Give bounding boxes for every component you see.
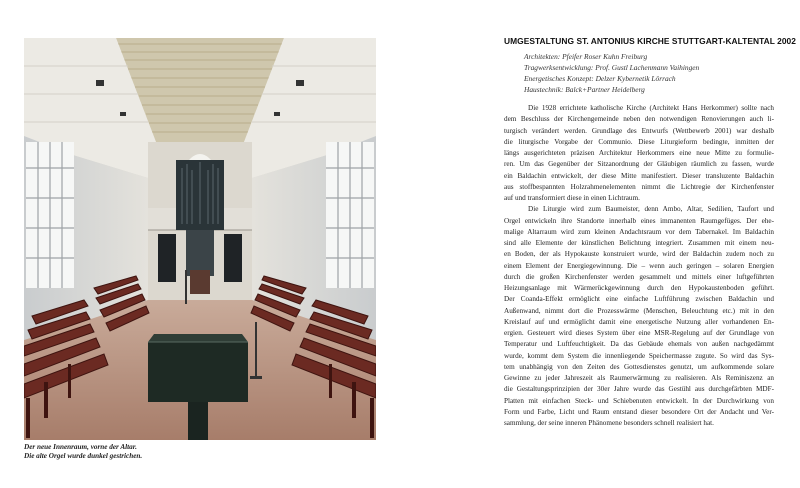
text-line: wurde, kommt dem System die innenliegende Speichermasse zugute. So wird das Sys-: [504, 351, 774, 360]
paragraph-1: [504, 103, 774, 204]
text-line: aus stoffbespannten Holzrahmenelementen nimmt die Lichtregie der Kirchenfenster: [504, 182, 774, 191]
text-line: längs ausgerichteten präzisen Architektur Herkommers eine neue Mitte zu formulie-: [504, 149, 774, 157]
caption-line: Die alte Orgel wurde dunkel gestrichen.: [24, 452, 143, 460]
text-line: malige Altarraum wird zum kleinen Andachtsraum vor dem Tabernakel. Im Baldachin: [504, 227, 774, 236]
text-line: tem unabhängig von den Zeiten des Gottesdienstes genutzt, um aufkommende solare: [504, 362, 774, 371]
credits: [524, 51, 774, 95]
text-line: Temperatur und Luftfeuchtigkeit. Da das Gebäude ehemals von außen nachgedämmt: [504, 340, 774, 349]
text-line: Heizungsanlage mit Wärmerückgewinnung durch den Hypokaustenboden geführt.: [504, 284, 774, 292]
church-interior-illustration: [24, 38, 376, 440]
text-line: ein Baldachin entwickelt, der diese Mitte manifestiert. Dieser transluzente Baldachin: [504, 171, 774, 180]
text-line: Der Coanda-Effekt ermöglicht eine einfache Luftführung zwischen Baldachin und: [504, 295, 774, 304]
right-windows: [326, 142, 374, 288]
text-line: Gewinne zu jeder Jahreszeit als Raumerwärmung zu realisieren. Als Reminiszenz an: [504, 374, 774, 382]
text-line: dem Beschluss der Kirchengemeinde neben den notwendigen Renovierungen auch li-: [504, 115, 774, 124]
text-line: Kreislauf auf und ermöglicht damit eine energetische Nutzung aller vorhandenen En-: [504, 317, 774, 326]
text-line: ergien. Gesteuert wird dieses System über eine MSR-Regelung auf der Grundlage von: [504, 329, 774, 337]
caption-line: Der neue Innenraum, vorne der Altar.: [24, 443, 137, 451]
text-line: Platten mit einfachen Steck- und Schiebenuten entwickelt. In der Durchwirkung von: [504, 396, 774, 405]
text-line: turgisch verändert werden. Grundlage des Entwurfs (Wettbewerb 2001) war deshalb: [504, 126, 774, 135]
text-line: Form und Farbe, Licht und Raum entstand dieser besondere Ort der Andacht und Ver-: [504, 407, 774, 416]
text-line: en Boden, der als Hypokauste konstruiert wurde, wird der Baldachin zudem noch zu: [504, 250, 774, 259]
text-line: die liturgische Vorgabe der Communio. Diese Liturgieform bedingte, inmitten der: [504, 137, 774, 146]
text-line: auf und transformiert diese in einen Lichtraum.: [504, 194, 640, 202]
credit-structure: Tragwerksentwicklung: Prof. Gustl Lachenmann Vaihingen: [524, 63, 700, 72]
article-title: UMGESTALTUNG ST. ANTONIUS KIRCHE STUTTGART-KALTENTAL 2002: [504, 36, 796, 46]
text-line: einem Element der Energiegewinnung. Die – wenn auch geringen – solaren Energien: [504, 261, 774, 270]
paragraph-2: [504, 204, 774, 429]
text-line: Außenwand, nimmt dort die Prozesswärme (Menschen, Beleuchtung etc.) mit in den: [504, 306, 774, 315]
credit-architects: Architekten: Pfeifer Roser Kuhn Freiburg: [524, 52, 648, 61]
text-line: sammlung, der seine inneren Phänomene besonders schnell realisiert hat.: [504, 419, 714, 427]
credit-energy: Energetisches Konzept: Delzer Kybernetik Lörrach: [524, 74, 676, 83]
article: [504, 36, 796, 429]
text-line: ren. Um das Gegenüber der Sitzanordnung der Gläubigen räumlich zu fassen, wurde: [504, 160, 774, 169]
text-line: die Gestaltungsprinzipien der 30er Jahre wurde das Gestühl aus durchgefärbten MDF-: [504, 385, 774, 394]
church-interior-photo: [24, 38, 376, 440]
photo-caption: [24, 443, 384, 461]
text-line: Die Liturgie wird zum Baumeister, denn Ambo, Altar, Sedilien, Taufort und: [528, 205, 774, 214]
text-line: durch die großen Kirchenfenster werden gesammelt und mittels einer luftgeführten: [504, 272, 774, 281]
credit-building-services: Haustechnik: Balck+Partner Heidelberg: [524, 85, 645, 94]
text-line: sind alle Elemente der künstlichen Belichtung integriert. Zusammen mit einem neu-: [504, 239, 774, 247]
text-line: Die 1928 errichtete katholische Kirche (Architekt Hans Herkommer) sollte nach: [528, 104, 774, 112]
text-line: Orgel entwickeln ihre Standorte innerhalb eines immanenten Raumgefüges. Der ehe-: [504, 216, 774, 225]
left-windows: [26, 142, 74, 288]
